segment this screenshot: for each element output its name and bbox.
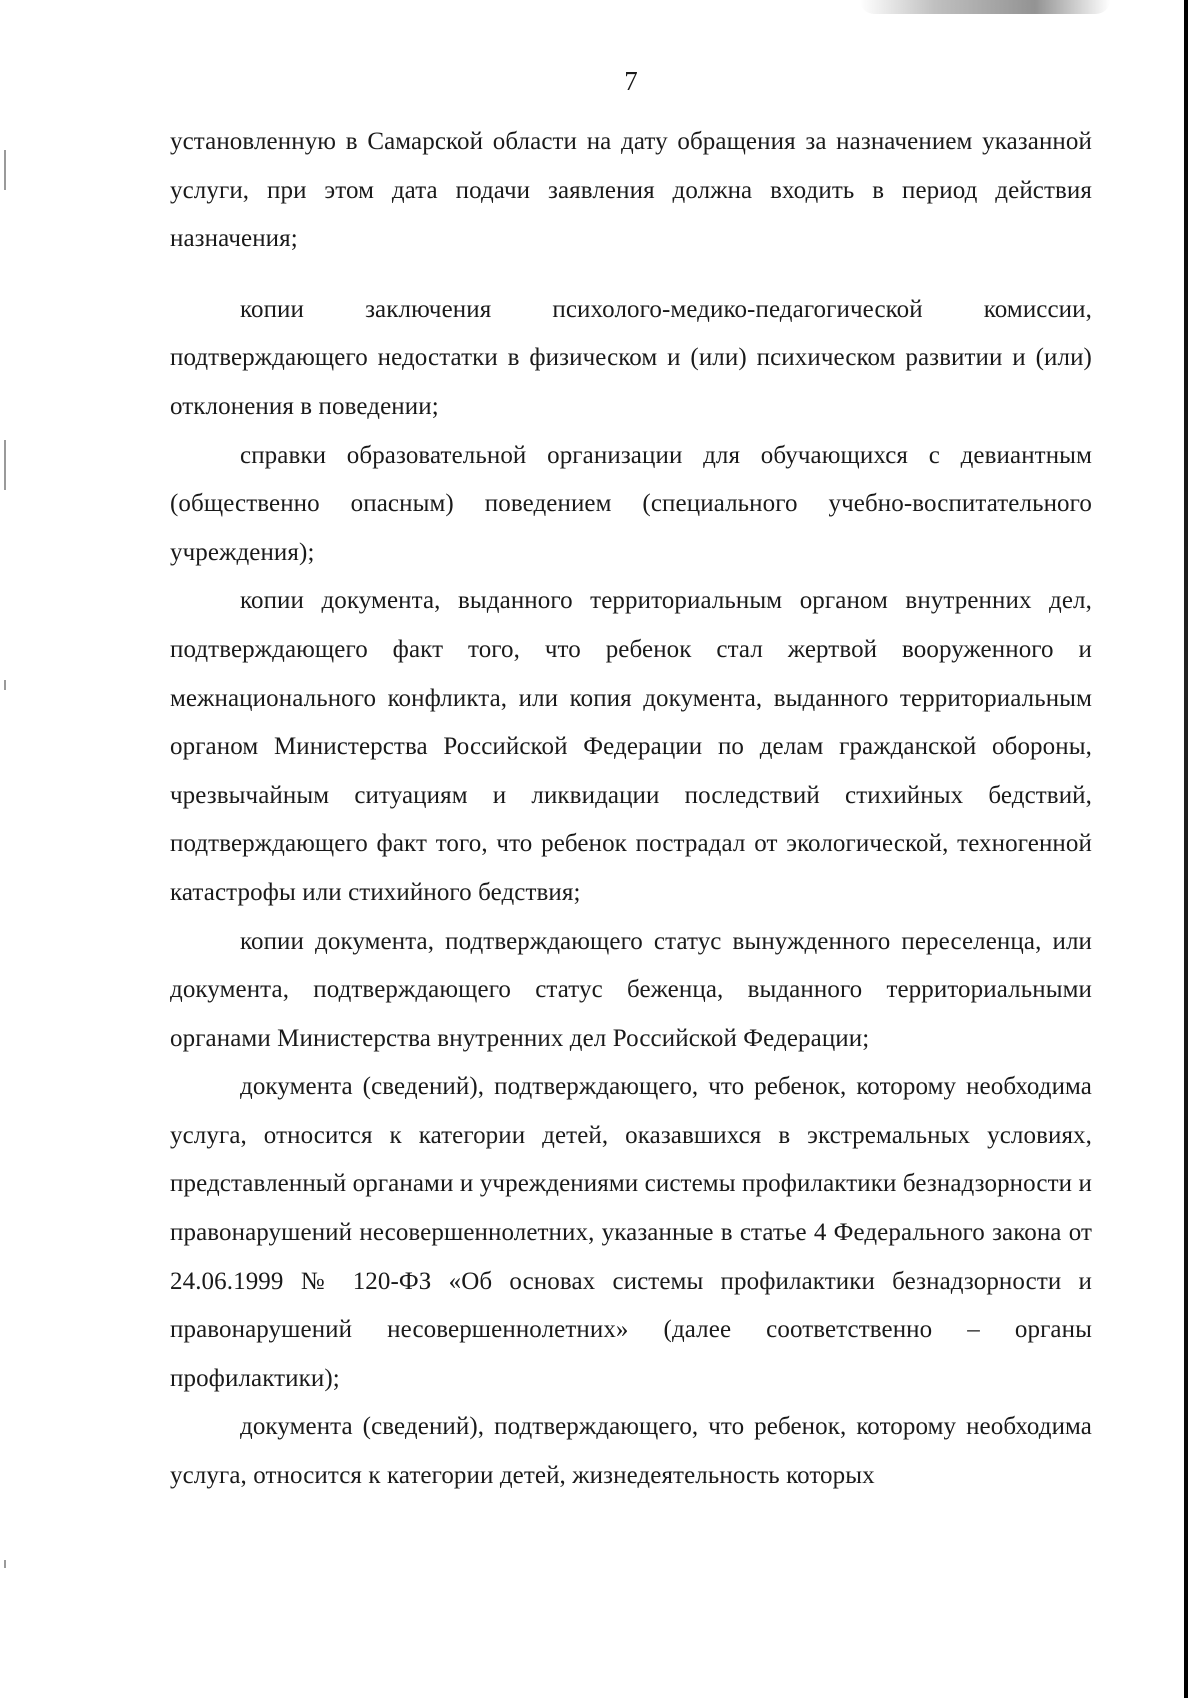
scan-mark [4, 1560, 6, 1568]
paragraph: установленную в Самарской области на дату обращения за назначением указанной услуги, при этом дата подачи заявления должна входить в период действия назначения; [170, 128, 1092, 253]
scan-mark [4, 440, 6, 490]
paragraph: копии заключения психолого-медико-педагогической комиссии, подтверждающего недостатки в физическом и (или) психическом развитии и (или) отклонения в поведении; [170, 295, 1092, 420]
scan-smudge [860, 0, 1110, 14]
paragraph: копии документа, выданного территориальным органом внутренних дел, подтверждающего факт того, что ребенок стал жертвой вооруженного и межнационального конфликта, или копия документа, выданного территориальным органом Министерства Российской Федерации по делам гражданской обороны, чрезвычайным ситуациям и ликвидации последствий стихийных бедствий, подтверждающего факт того, что ребенок пострадал от экологической, техногенной катастрофы или стихийного бедствия; [170, 587, 1092, 906]
scan-mark [4, 680, 6, 690]
paragraph: документа (сведений), подтверждающего, что ребенок, которому необходима услуга, относится к категории детей, жизнедеятельность которых [170, 1413, 1092, 1490]
document-body [170, 118, 1092, 1501]
scan-mark [4, 150, 6, 190]
paragraph: копии документа, подтверждающего статус вынужденного переселенца, или документа, подтверждающего статус беженца, выданного территориальными органами Министерства внутренних дел Российской Федерации; [170, 927, 1092, 1052]
paragraph: документа (сведений), подтверждающего, что ребенок, которому необходима услуга, относится к категории детей, оказавшихся в экстремальных условиях, представленный органами и учреждениями системы профилактики безнадзорности и правонарушений несовершеннолетних, указанные в статье 4 Федерального закона от 24.06.1999 № 120-ФЗ «Об основах системы профилактики безнадзорности и правонарушений несовершеннолетних» (далее соответственно – органы профилактики); [170, 1073, 1092, 1392]
scan-edge [1184, 0, 1188, 1698]
page-number: 7 [624, 66, 638, 96]
paragraph: справки образовательной организации для обучающихся с девиантным (общественно опасным) поведением (специального учебно-воспитательного учреждения); [170, 441, 1092, 566]
